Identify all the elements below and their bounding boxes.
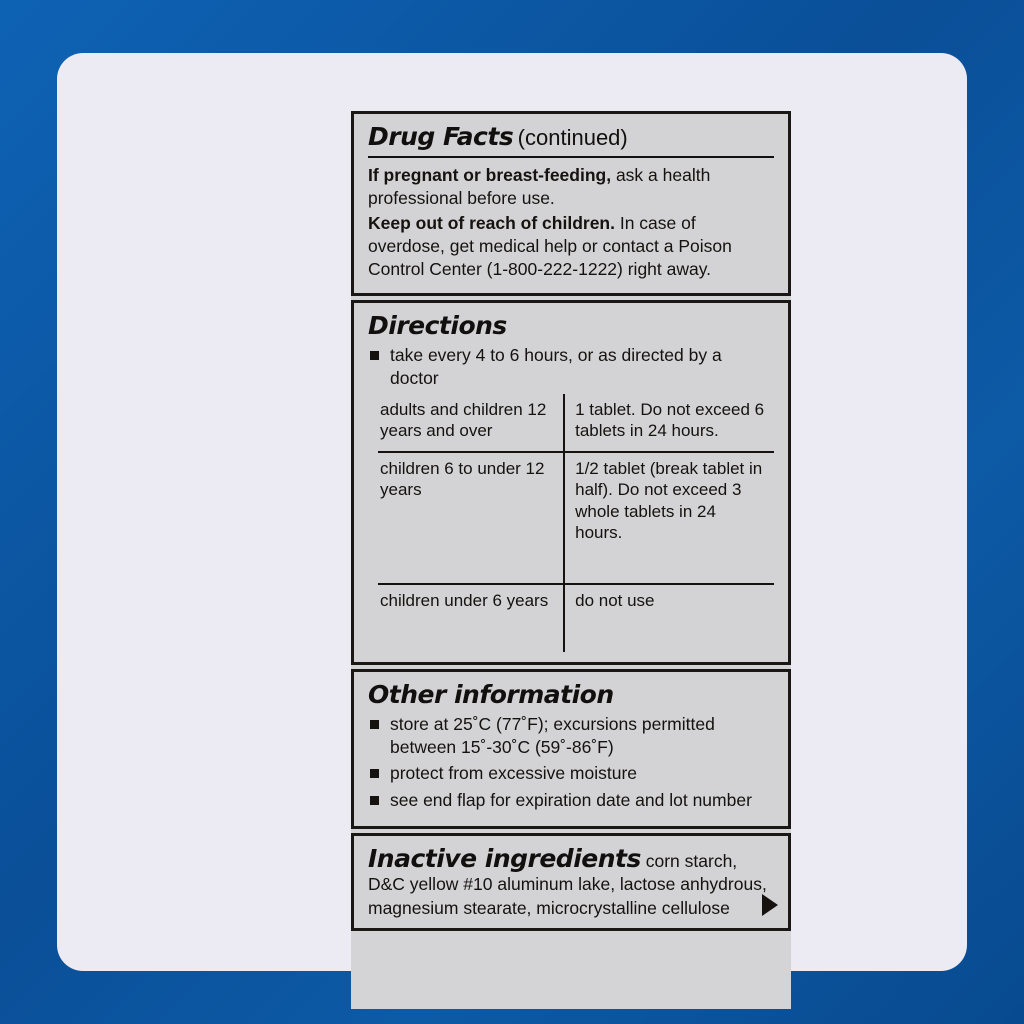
list-item: take every 4 to 6 hours, or as directed by a doctor — [368, 344, 774, 390]
table-row — [378, 584, 774, 651]
directions-section — [351, 300, 791, 664]
header-divider — [368, 156, 774, 158]
dosage-group: adults and children 12 years and over — [378, 394, 564, 452]
dosage-amount: 1 tablet. Do not exceed 6 tablets in 24 hours. — [564, 394, 774, 452]
other-information-title: Other information — [368, 679, 614, 709]
warning-children-bold: Keep out of reach of children. — [368, 213, 615, 234]
dosage-amount: do not use — [575, 591, 655, 611]
inactive-ingredients-text: corn starch, D&C yellow #10 aluminum lake, lactose anhydrous, magnesium stearate, microcrystalline cellulose — [368, 850, 767, 918]
dosage-group: children under 6 years — [378, 584, 564, 651]
list-item: store at 25˚C (77˚F); excursions permitted between 15˚-30˚C (59˚-86˚F) — [368, 713, 774, 759]
dosage-amount: 1/2 tablet (break tablet in half). Do not exceed 3 whole tablets in 24 hours. — [564, 452, 774, 585]
warning-children-rest: In case of overdose, get medical help or contact a Poison Control Center (1-800-222-1222) right away. — [368, 213, 732, 280]
inactive-ingredients-section — [351, 833, 791, 931]
table-row — [378, 452, 774, 585]
other-information-section — [351, 669, 791, 829]
drug-facts-label — [351, 111, 791, 1009]
warning-children — [368, 212, 774, 281]
warning-pregnancy-rest: ask a health professional before use. — [368, 165, 711, 209]
drug-facts-title: Drug Facts — [368, 122, 514, 151]
drug-facts-continued: (continued) — [517, 125, 628, 150]
dosage-table — [378, 394, 774, 652]
inactive-ingredients-title: Inactive ingredients — [368, 843, 641, 873]
table-row — [378, 394, 774, 452]
warnings-section — [351, 111, 791, 296]
directions-bullets — [368, 344, 774, 390]
list-item: protect from excessive moisture — [368, 762, 774, 785]
continuation-arrow-icon — [762, 894, 778, 916]
warning-pregnancy — [368, 164, 774, 210]
other-information-bullets — [368, 713, 774, 812]
directions-title: Directions — [368, 311, 507, 341]
list-item: see end flap for expiration date and lot number — [368, 789, 774, 812]
dosage-group: children 6 to under 12 years — [378, 452, 564, 585]
product-card — [57, 53, 967, 971]
warning-pregnancy-bold: If pregnant or breast-feeding, — [368, 165, 612, 185]
